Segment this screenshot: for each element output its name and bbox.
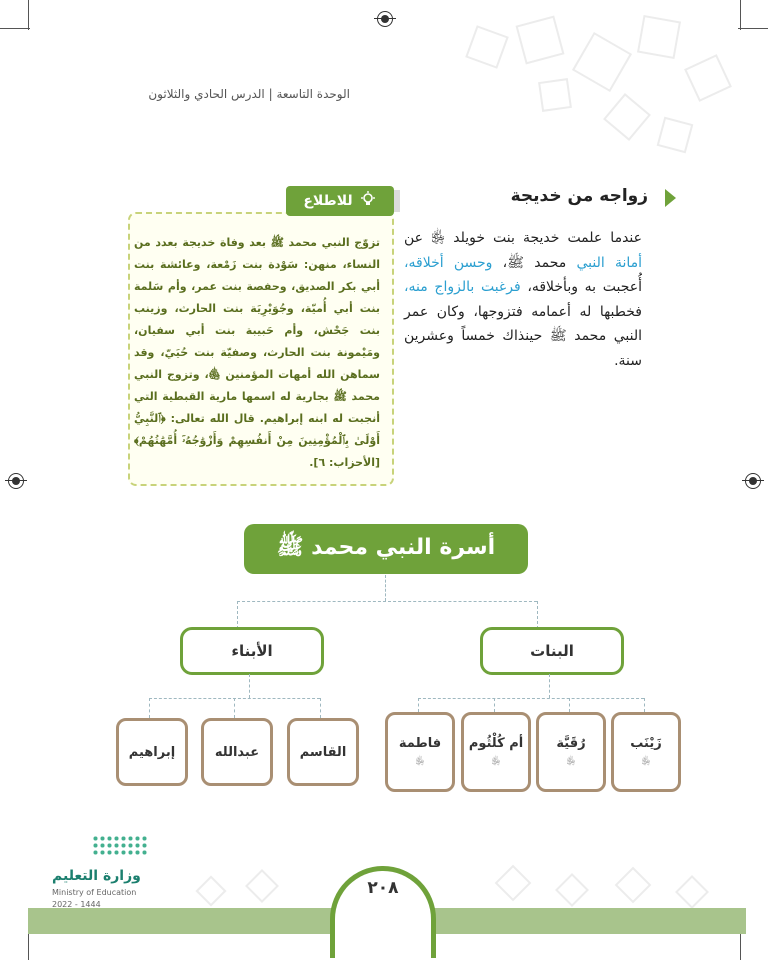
honorific: ﵂ xyxy=(566,756,576,767)
connector-line xyxy=(494,698,495,712)
son-card: عبدالله xyxy=(201,718,273,786)
connector-line xyxy=(320,698,321,718)
section-title-text: زواجه من خديجة xyxy=(510,186,648,206)
paragraph-text: محمد ﷺ، xyxy=(492,254,577,271)
connector-line xyxy=(237,601,238,629)
paragraph-text: عندما علمت خديجة بنت خويلد ﵂ عن xyxy=(404,230,642,246)
decorative-square xyxy=(615,867,652,904)
daughter-name: أم كُلْثُوم xyxy=(468,735,524,751)
paragraph-text: أُعجبت به وبأخلاقه، xyxy=(520,279,642,295)
connector-line xyxy=(234,698,235,718)
daughter-name: فاطمة xyxy=(398,735,442,751)
section-arrow-icon xyxy=(665,189,676,207)
son-card: القاسم xyxy=(287,718,359,786)
lightbulb-icon xyxy=(359,191,377,211)
breadcrumb: الوحدة التاسعة | الدرس الحادي والثلاثون xyxy=(148,87,350,101)
decorative-square xyxy=(657,117,694,154)
connector-line xyxy=(418,698,644,699)
daughter-card xyxy=(536,712,606,792)
connector-line xyxy=(569,698,570,712)
page-number: ٢٠٨ xyxy=(367,878,399,898)
crop-mark xyxy=(0,28,30,29)
sons-category: الأبناء xyxy=(180,627,324,675)
honorific: ﵂ xyxy=(415,756,425,767)
daughter-name: رُقَيَّة xyxy=(556,735,586,751)
decorative-square xyxy=(495,865,532,902)
highlight-text: أمانة النبي xyxy=(576,254,642,271)
ministry-name-ar: وزارة التعليم xyxy=(52,868,141,884)
info-box-text: تزوّج النبي محمد ﷺ بعد وفاة خديجة بعدد من النساء، منهن: سَوْدة بنت زَمْعة، وعائشة بنت أبي بكر الصديق، وحفصة بنت عمر، وأم سَلمة بنت أبي أُميّة، وجُوَيْرِيَة بنت الحارث، وزينب بنت جَحْش، وأم حَبيبة بنت أبي سفيان، ومَيْمونة بنت الحارث، وصفيّة بنت حُيَيّ، وقد سماهن الله أمهات المؤمنين ﵅، وتزوج النبي محمد ﷺ بجارية له اسمها مارية القبطية التي أنجبت له ابنه إبراهيم. قال الله تعالى: ﴿ٱلنَّبِيُّ أَوْلَىٰ بِٱلْمُؤْمِنِينَ مِنْ أَنفُسِهِمْ وَأَزْوَٰجُهُۥٓ أُمَّهَٰتُهُمْ﴾ [الأحزاب: ٦]. xyxy=(134,236,380,469)
daughters-category: البنات xyxy=(480,627,624,675)
honorific: ﵂ xyxy=(641,756,651,767)
highlight-text: وحسن أخلاقه، xyxy=(404,254,493,271)
connector-line xyxy=(149,698,150,718)
section-paragraph xyxy=(404,226,642,373)
daughter-name: زَيْنَب xyxy=(630,735,662,751)
highlight-text: فرغبت بالزواج منه، xyxy=(404,279,521,295)
connector-line xyxy=(237,601,537,602)
connector-line xyxy=(537,601,538,629)
son-card: إبراهيم xyxy=(116,718,188,786)
connector-line xyxy=(249,674,250,698)
registration-mark xyxy=(377,11,393,27)
daughter-card xyxy=(611,712,681,792)
decorative-square xyxy=(516,16,565,65)
crop-mark xyxy=(28,932,29,960)
daughter-card xyxy=(385,712,455,792)
connector-line xyxy=(644,698,645,712)
edition-year: 2022 - 1444 xyxy=(52,900,101,909)
registration-mark xyxy=(8,473,24,489)
crop-mark xyxy=(740,932,741,960)
family-tree-title: أسرة النبي محمد ﷺ xyxy=(244,524,528,574)
decorative-square xyxy=(572,32,632,92)
crop-mark xyxy=(740,0,741,30)
crop-mark xyxy=(28,0,29,30)
crop-mark xyxy=(738,28,768,29)
decorative-square xyxy=(465,25,509,69)
ministry-logo-icon xyxy=(92,835,148,857)
info-box-label xyxy=(286,186,394,216)
daughter-card xyxy=(461,712,531,792)
decorative-square xyxy=(245,869,279,903)
paragraph-text: فخطبها له أعمامه فتزوجها، وكان عمر النبي محمد ﷺ حينذاك خمساً وعشرين سنة. xyxy=(404,303,642,369)
decorative-square xyxy=(603,93,651,141)
section-title xyxy=(511,186,648,206)
connector-line xyxy=(418,698,419,712)
honorific: ﵂ xyxy=(491,756,501,767)
decorative-square xyxy=(684,54,732,102)
decorative-square xyxy=(555,873,589,907)
connector-line xyxy=(549,674,550,698)
info-box-label-text: للاطلاع xyxy=(303,193,353,209)
registration-mark xyxy=(745,473,761,489)
decorative-square xyxy=(195,875,226,906)
connector-line xyxy=(385,575,386,601)
decorative-square xyxy=(538,78,572,112)
ministry-name-en: Ministry of Education xyxy=(52,888,137,897)
decorative-square xyxy=(637,15,681,59)
decorative-square xyxy=(675,875,709,909)
